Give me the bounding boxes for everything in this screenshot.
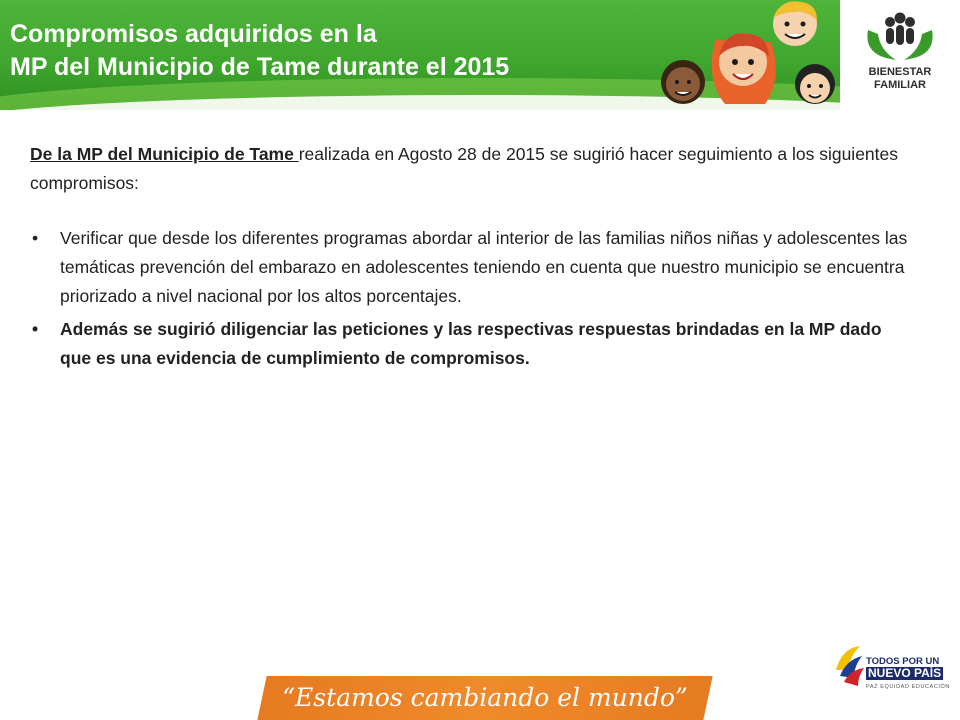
gov-line-3: PAZ EQUIDAD EDUCACIÓN	[866, 684, 951, 690]
logo-text-line-1: BIENESTAR	[868, 66, 932, 78]
bienestar-familiar-logo	[840, 0, 960, 110]
title-line-2: MP del Municipio de Tame durante el 2015	[10, 53, 510, 81]
commitments-list	[30, 224, 910, 373]
child-right-icon	[795, 64, 835, 104]
child-left-icon	[661, 60, 705, 104]
gov-logo-text	[866, 656, 943, 680]
list-item	[30, 315, 910, 373]
list-item-text: Verificar que desde los diferentes programas abordar al interior de las familias niños niñas y adolescentes las temáticas prevención del embarazo en adolescentes teniendo en cuenta que nuestro municipio se encuentra priorizado a nivel nacional por los altos porcentajes.	[60, 228, 908, 306]
page-title	[10, 18, 509, 84]
gov-line-2: NUEVO PAÍS	[868, 666, 942, 680]
body-content	[30, 140, 910, 377]
header-banner	[0, 0, 960, 110]
gov-line-1: TODOS POR UN	[866, 656, 940, 667]
list-item-text: Además se sugirió diligenciar las peticiones y las respectivas respuestas brindadas en la MP dado que es una evidencia de cumplimiento de compromisos.	[60, 319, 882, 368]
bienestar-familiar-logo-icon	[840, 0, 960, 64]
intro-paragraph	[30, 140, 910, 198]
child-center-icon	[712, 33, 776, 104]
intro-underlined-text: De la MP del Municipio de Tame	[30, 144, 299, 164]
title-line-1: Compromisos adquiridos en la	[10, 20, 377, 48]
child-top-icon	[773, 1, 817, 46]
slogan-text: “Estamos cambiando el mundo”	[282, 683, 688, 712]
intro-rest-text: realizada en Agosto 28 de 2015 se sugirió hacer seguimiento a los siguientes compromisos:	[30, 144, 898, 193]
cartoon-children-illustration	[655, 0, 840, 110]
logo-text	[840, 66, 960, 92]
list-item	[30, 224, 910, 311]
logo-text-line-2: FAMILIAR	[874, 79, 926, 91]
bullet-icon: •	[32, 228, 39, 248]
bullet-icon: •	[32, 319, 39, 339]
